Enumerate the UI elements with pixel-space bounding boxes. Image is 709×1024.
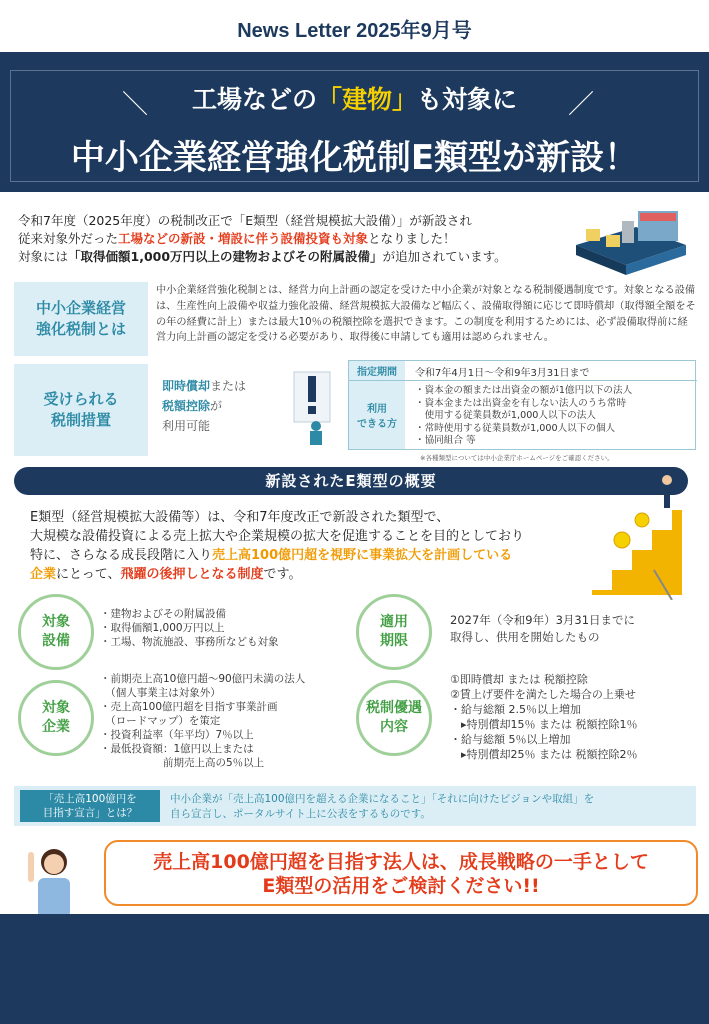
growth-stairs-illustration: [582, 470, 692, 600]
woman-pointing-illustration: [24, 842, 84, 920]
banner-subheadline: 工場などの「建物」も対象に: [191, 85, 518, 114]
banner-main-headline: 中小企業経営強化税制E類型が新設！: [70, 138, 639, 178]
benefit-summary: 即時償却または 税額控除が 利用可能: [162, 379, 247, 433]
overview-paragraph: E類型（経営規模拡大設備等）は、令和7年度改正で新設された類型で、 大規模な設備投資による売上拡大や企業規模の拡大を促進することを目的としており 特に、さらなる成長段階に入り売上高100億円超を視野に事業拡大を計画している 企業にとって、飛躍の後押しとなる制度です。: [30, 510, 525, 582]
cta-text: 売上高100億円超を目指す法人は、成長戦略の一手として E類型の活用をご検討ください!!: [153, 851, 649, 897]
period-value: 令和7年4月1日～令和9年3月31日まで: [415, 368, 590, 379]
target-company-text: ・前期売上高10億円超～90億円未満の法人 （個人事業主は対象外） ・売上高100億円超を目指す事業計画 （ロードマップ）を策定 ・投資利益率（年平均）7％以上 ・最低投資額：1億円以上または 前期売上高の5％以上: [100, 673, 306, 769]
footer-band: [0, 914, 709, 1024]
slash-left-deco: ＼: [122, 90, 149, 120]
overview-heading: 新設されたE類型の概要: [14, 467, 688, 495]
exclamation-person-icon: [286, 368, 344, 450]
declaration-text: 中小企業が「売上高100億円を超える企業になること」「それに向けたビジョンや取組」を 自ら宣言し、ポータルサイト上に公表をするものです。: [170, 793, 595, 820]
slash-right-deco: ／: [568, 90, 595, 120]
badge-target-equipment: 対象 設備: [18, 594, 94, 670]
badge-target-company: 対象 企業: [18, 680, 94, 756]
footnote: ※各種類型については中小企業庁ホームページをご確認ください。: [420, 454, 614, 462]
declaration-label: 「売上高100億円を 目指す宣言」とは？: [20, 790, 160, 822]
newsletter-title: News Letter 2025年9月号: [237, 20, 472, 42]
badge-deadline: 適用 期限: [356, 594, 432, 670]
badge-benefits: 税制優遇 内容: [356, 680, 432, 756]
section-label-tax-measures: 受けられる 税制措置: [14, 364, 148, 456]
table-divider: [405, 380, 697, 381]
benefits-text: ①即時償却 または 税額控除 ②賃上げ要件を満たした場合の上乗せ ・給与総額 2.5％以上増加 ▸特別償却15％ または 税額控除1％ ・給与総額 5％以上増加 ▸特別償却25％ または 税額控除2％: [450, 673, 638, 761]
deadline-text: 2027年（令和9年）3月31日までに 取得し、供用を開始したもの: [450, 613, 636, 644]
eligible-label: 利用 できる方: [349, 381, 405, 449]
period-label: 指定期間: [349, 361, 405, 381]
tax-system-description: 中小企業経営強化税制とは、経営力向上計画の認定を受けた中小企業が対象となる税制優遇制度です。対象となる設備は、生産性向上設備や収益力強化設備、経営規模拡大設備など幅広く、設備取得額に応じて即時償却（取得額全額をその年の経費に計上）または最大10％の税額控除を選択できます。この制度を利用するためには、必ず設備取得前に経営力向上計画の認定を受ける必要があり、取得後に申請しても適用は認められません。: [156, 285, 696, 344]
factory-illustration: [566, 205, 696, 279]
eligible-list: ・資本金の額または出資金の額が1億円以下の法人 ・資本金または出資金を有しない法人のうち常時 使用する従業員数が1,000人以下の法人 ・常時使用する従業員数が1,000人以下の個人 ・協同組合 等: [415, 385, 633, 446]
target-equipment-text: ・建物およびその附属設備 ・取得価額1,000万円以上 ・工場、物流施設、事務所なども対象: [100, 608, 279, 648]
section-label-tax-system: 中小企業経営 強化税制とは: [14, 282, 148, 356]
intro-paragraph: 令和7年度（2025年度）の税制改正で「E類型（経営規模拡大設備）」が新設され 従来対象外だった工場などの新設・増設に伴う設備投資も対象となりました！ 対象には「取得価額1,000万円以上の建物およびその附属設備」が追加されています。: [18, 213, 507, 264]
tax-measures-table: [348, 360, 696, 450]
